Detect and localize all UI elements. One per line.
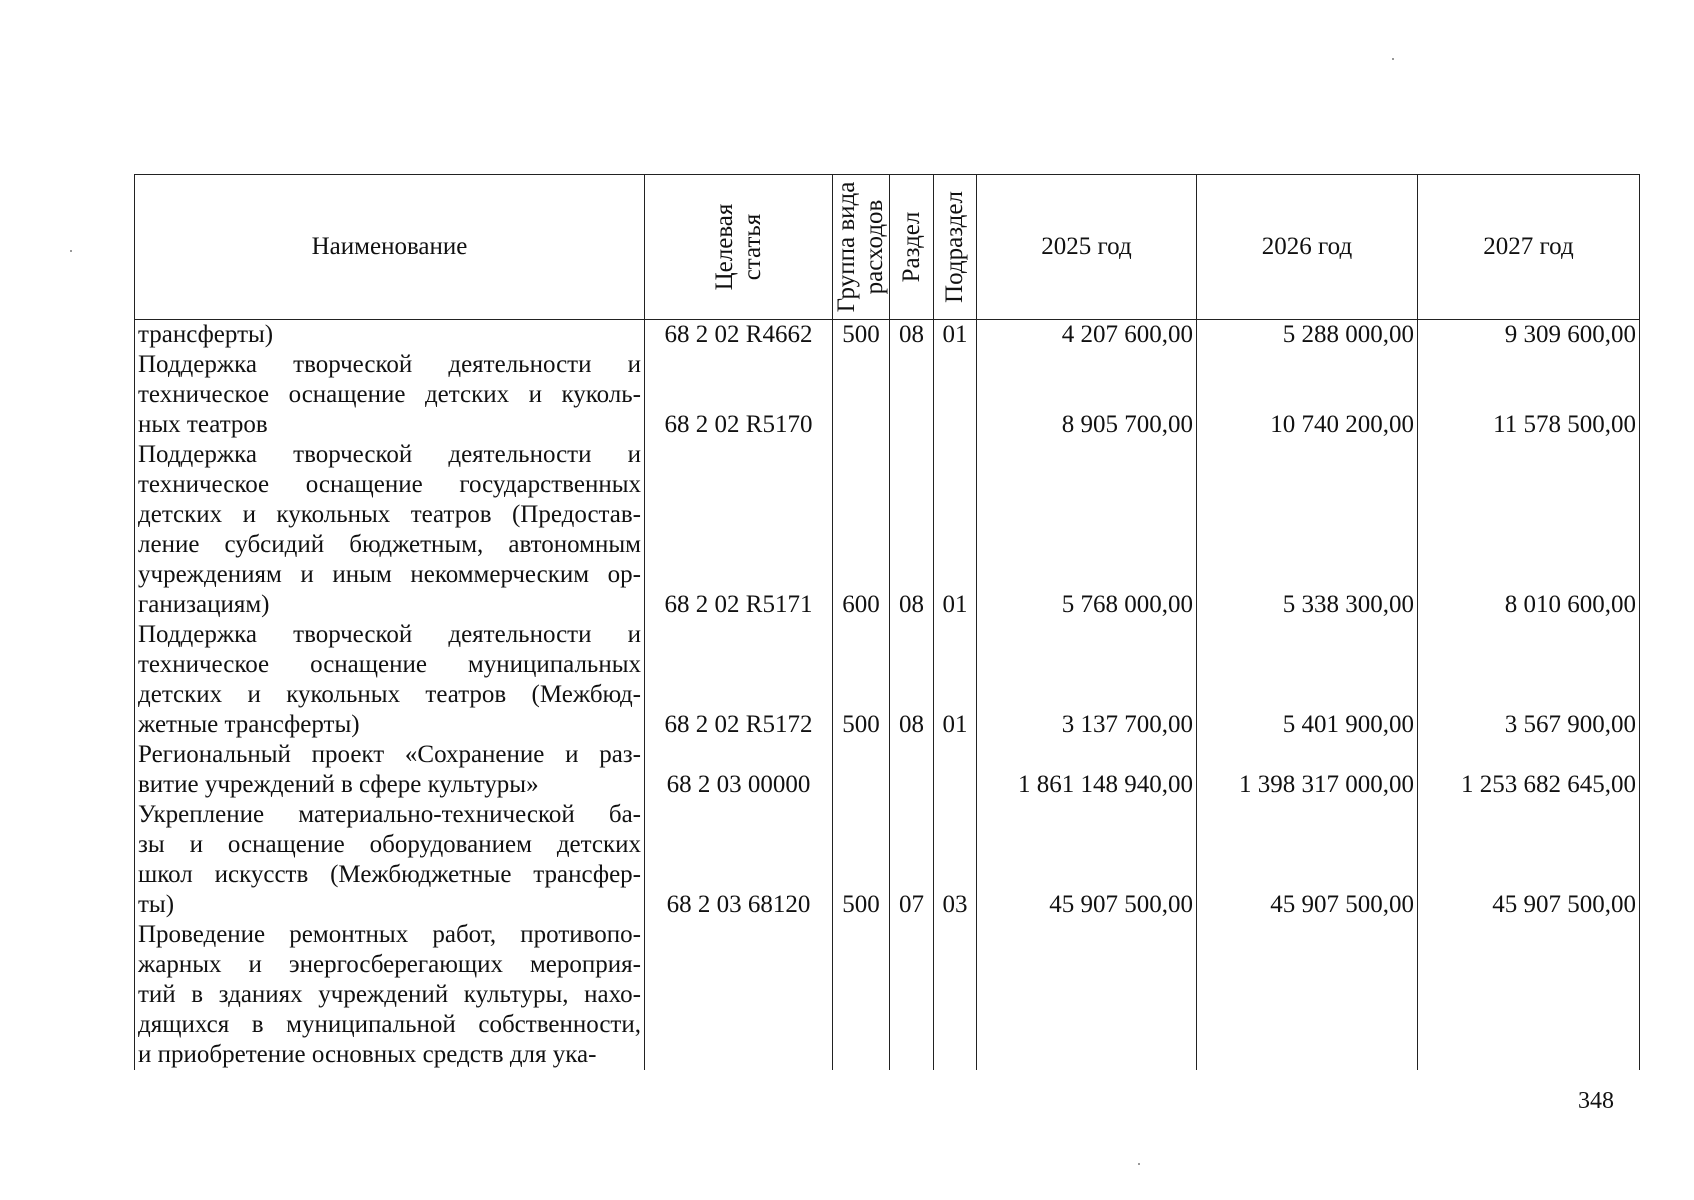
amount-2026-cell: 5 401 900,00 [1197,620,1418,740]
expense-group-cell: 500 [833,800,890,920]
name-line: ганизациям) [138,591,270,618]
table-row [135,800,1640,920]
name-line: зы и оснащение оборудованием детских [138,831,641,858]
amount-2027-cell [1418,920,1640,1070]
target-article-cell [645,920,833,1070]
subsection-cell: 01 [934,620,977,740]
amount-2026-cell: 10 740 200,00 [1197,350,1418,440]
name-line: Поддержка творческой деятельности и [138,621,641,648]
header-subsection-label: Подраздел [941,191,968,303]
expense-group-cell [833,350,890,440]
name-line: школ искусств (Межбюджетные трансфер- [138,861,641,888]
amount-2025-cell: 3 137 700,00 [977,620,1197,740]
scan-speck [1392,58,1394,60]
subsection-cell: 01 [934,320,977,351]
name-line: Проведение ремонтных работ, противопо- [138,921,641,948]
expense-group-cell [833,740,890,800]
section-cell: 08 [890,620,934,740]
section-cell: 07 [890,800,934,920]
header-section [890,175,934,320]
target-article-cell: 68 2 02 R5172 [645,620,833,740]
name-line: Поддержка творческой деятельности и [138,351,641,378]
expense-group-cell [833,920,890,1070]
name-line: ных театров [138,411,268,438]
row-name [135,920,645,1070]
section-cell [890,920,934,1070]
header-target-line1: Целевая [710,203,738,291]
section-cell [890,350,934,440]
amount-2027-cell: 45 907 500,00 [1418,800,1640,920]
name-line: витие учреждений в сфере культуры» [138,771,539,798]
target-article-cell: 68 2 03 00000 [645,740,833,800]
name-line: ты) [138,891,175,918]
amount-2025-cell [977,920,1197,1070]
section-cell [890,740,934,800]
table-row [135,350,1640,440]
amount-2027-cell: 9 309 600,00 [1418,320,1640,351]
row-name [135,320,645,351]
amount-2026-cell: 1 398 317 000,00 [1197,740,1418,800]
section-cell: 08 [890,320,934,351]
name-line: техническое оснащение государственных [138,471,641,498]
amount-2026-cell [1197,920,1418,1070]
name-line: жетные трансферты) [138,711,360,738]
amount-2025-cell: 45 907 500,00 [977,800,1197,920]
name-line: детских и кукольных театров (Предостав- [138,501,641,528]
header-2026: 2026 год [1197,175,1418,320]
section-cell: 08 [890,440,934,620]
header-section-label: Раздел [897,211,925,283]
header-target-line2: статья [738,213,766,281]
target-article-cell: 68 2 02 R4662 [645,320,833,351]
amount-2026-cell: 45 907 500,00 [1197,800,1418,920]
scan-speck [1138,1163,1140,1165]
target-article-cell: 68 2 02 R5171 [645,440,833,620]
name-line: Укрепление материально-технической ба- [138,801,641,828]
subsection-cell: 03 [934,800,977,920]
amount-2026-cell: 5 288 000,00 [1197,320,1418,351]
amount-2027-cell: 11 578 500,00 [1418,350,1640,440]
name-line: техническое оснащение муниципальных [138,651,641,678]
name-line: и приобретение основных средств для ука- [138,1041,597,1068]
expense-group-cell: 500 [833,620,890,740]
header-expense-group [833,175,890,320]
row-name [135,440,645,620]
target-article-cell: 68 2 02 R5170 [645,350,833,440]
header-group-line2: расходов [861,199,888,295]
subsection-cell [934,920,977,1070]
table-header-row [135,175,1640,320]
row-name [135,350,645,440]
header-2025: 2025 год [977,175,1197,320]
table-row [135,620,1640,740]
amount-2025-cell: 5 768 000,00 [977,440,1197,620]
name-line: учреждениям и иным некоммерческим ор- [138,561,641,588]
name-line: Региональный проект «Сохранение и раз- [138,741,641,768]
name-line: детских и кукольных театров (Межбюд- [138,681,641,708]
budget-table [134,174,1640,1070]
target-article-cell: 68 2 03 68120 [645,800,833,920]
expense-group-cell: 500 [833,320,890,351]
table-row [135,440,1640,620]
amount-2026-cell: 5 338 300,00 [1197,440,1418,620]
scan-speck [70,250,72,252]
row-name [135,800,645,920]
subsection-cell: 01 [934,440,977,620]
header-2027: 2027 год [1418,175,1640,320]
row-name [135,620,645,740]
header-group-line1: Группа вида [833,181,860,313]
table-row [135,740,1640,800]
amount-2027-cell: 3 567 900,00 [1418,620,1640,740]
table-row [135,320,1640,351]
amount-2025-cell: 8 905 700,00 [977,350,1197,440]
name-line: Поддержка творческой деятельности и [138,441,641,468]
page-number: 348 [1578,1088,1614,1114]
amount-2025-cell: 1 861 148 940,00 [977,740,1197,800]
expense-group-cell: 600 [833,440,890,620]
row-name [135,740,645,800]
amount-2027-cell: 1 253 682 645,00 [1418,740,1640,800]
name-line: техническое оснащение детских и куколь- [138,381,641,408]
name-line: жарных и энергосберегающих мероприя- [138,951,641,978]
name-line: трансферты) [138,321,274,348]
subsection-cell [934,740,977,800]
header-target-article [645,175,833,320]
header-subsection [934,175,977,320]
header-name: Наименование [135,175,645,320]
name-line: тий в зданиях учреждений культуры, нахо- [138,981,641,1008]
subsection-cell [934,350,977,440]
name-line: ление субсидий бюджетным, автономным [138,531,641,558]
amount-2025-cell: 4 207 600,00 [977,320,1197,351]
amount-2027-cell: 8 010 600,00 [1418,440,1640,620]
table-row [135,920,1640,1070]
name-line: дящихся в муниципальной собственности, [138,1011,641,1038]
